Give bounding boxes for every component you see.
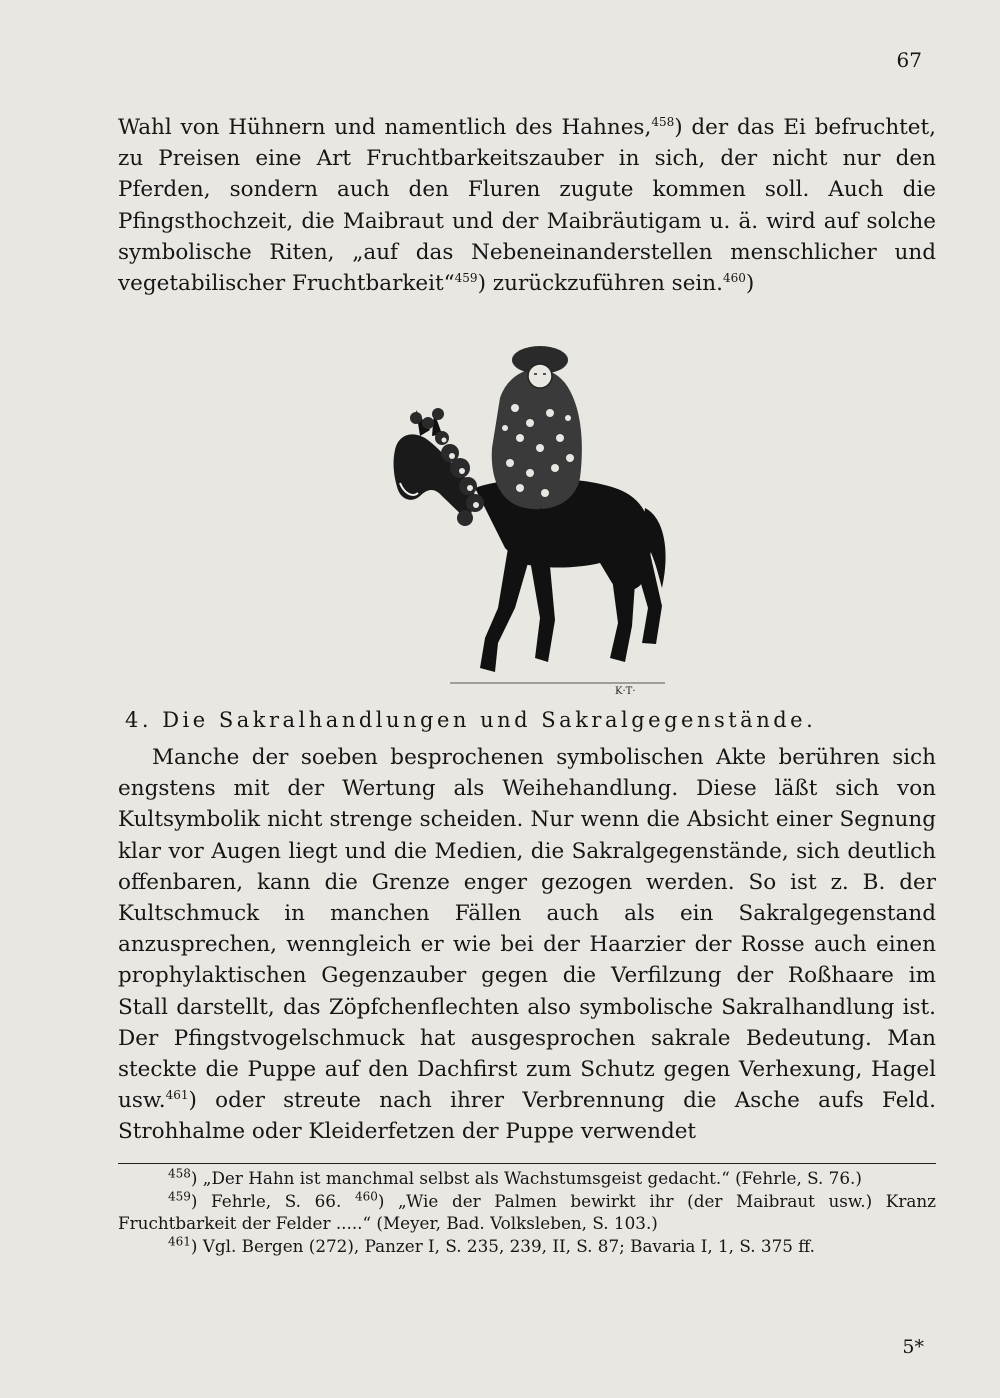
footnote-459-460 bbox=[118, 1190, 936, 1235]
footnote-text: ) „Der Hahn ist manchmal selbst als Wachstumsgeist gedacht.“ (Fehrle, S. 76.) bbox=[190, 1168, 862, 1188]
footnotes bbox=[118, 1167, 936, 1257]
section-heading: 4. Die Sakralhandlungen und Sakralgegenstände. bbox=[125, 708, 817, 732]
paragraph-2-text-a: Manche der soeben besprochenen symbolischen Akte berühren sich engstens mit der Wertung als Weihehandlung. Diese läßt sich von Kultsymbolik nicht strenge scheiden. Nur wenn die Absicht einer Segnung klar vor Augen liegt und die Medien, die Sakralgegenstände, sich deutlich offenbaren, kann die Grenze enger gezogen werden. So ist z. B. der Kultschmuck in manchen Fällen auch als ein Sakralgegenstand anzusprechen, wenngleich er wie bei der Haarzier der Rosse auch einen prophylaktischen Gegenzauber gegen die Verfilzung der Roßhaare im Stall darstellt, das Zöpfchenflechten also symbolische Sakralhandlung ist. Der Pfingstvogelschmuck hat ausgesprochen sakrale Bedeutung. Man steckte die Puppe auf den Dachfirst zum Schutz gegen Verhexung, Hagel usw. bbox=[118, 745, 936, 1114]
rider-illustration bbox=[380, 338, 670, 698]
paragraph-2 bbox=[118, 742, 936, 1148]
signature-mark: 5* bbox=[902, 1336, 924, 1358]
footnote-marker: 459 bbox=[168, 1188, 191, 1203]
footnote-ref-458[interactable]: 458 bbox=[651, 114, 675, 129]
paragraph-1 bbox=[118, 112, 936, 299]
footnote-ref-460[interactable]: 460 bbox=[722, 270, 746, 285]
footnote-text: ) „Wie der Palmen bewirkt ihr (der Maibraut usw.) Kranz Fruchtbarkeit der Felder .....“ (Meyer, Bad. Volksleben, S. 103.) bbox=[118, 1190, 936, 1233]
paragraph-1-text-d: ) bbox=[745, 271, 755, 297]
footnote-divider bbox=[118, 1163, 936, 1164]
footnote-ref-461[interactable]: 461 bbox=[165, 1088, 189, 1103]
footnote-461 bbox=[118, 1235, 936, 1258]
footnote-marker: 458 bbox=[168, 1166, 191, 1181]
paragraph-1-text-b: ) der das Ei befruchtet, zu Preisen eine Art Fruchtbarkeitszauber in sich, der nicht nur den Pferden, sondern auch den Fluren zugute kommen soll. Auch die Pfingsthochzeit, die Maibraut und der Maibräutigam u. ä. wird auf solche symbolische Riten, „auf das Nebeneinanderstellen menschlicher und vegetabilischer Fruchtbarkeit“ bbox=[118, 115, 936, 297]
footnote-marker: 461 bbox=[168, 1233, 191, 1248]
page-number: 67 bbox=[896, 48, 922, 72]
figure-signature: K·T· bbox=[615, 686, 636, 697]
footnote-ref-459[interactable]: 459 bbox=[454, 270, 478, 285]
footnote-text: ) Fehrle, S. 66. bbox=[190, 1190, 342, 1211]
footnote-458 bbox=[118, 1167, 936, 1190]
footnote-marker: 460 bbox=[354, 1188, 378, 1203]
paragraph-1-text-a: Wahl von Hühnern und namentlich des Hahnes, bbox=[118, 115, 652, 140]
paragraph-2-text-b: ) oder streute nach ihrer Verbrennung die Asche aufs Feld. Strohhalme oder Kleiderfetzen der Puppe verwendet bbox=[118, 1088, 936, 1145]
footnote-text: ) Vgl. Bergen (272), Panzer I, S. 235, 239, II, S. 87; Bavaria I, 1, S. 375 ff. bbox=[190, 1235, 815, 1256]
paragraph-1-text-c: ) zurückzuführen sein. bbox=[477, 271, 723, 297]
